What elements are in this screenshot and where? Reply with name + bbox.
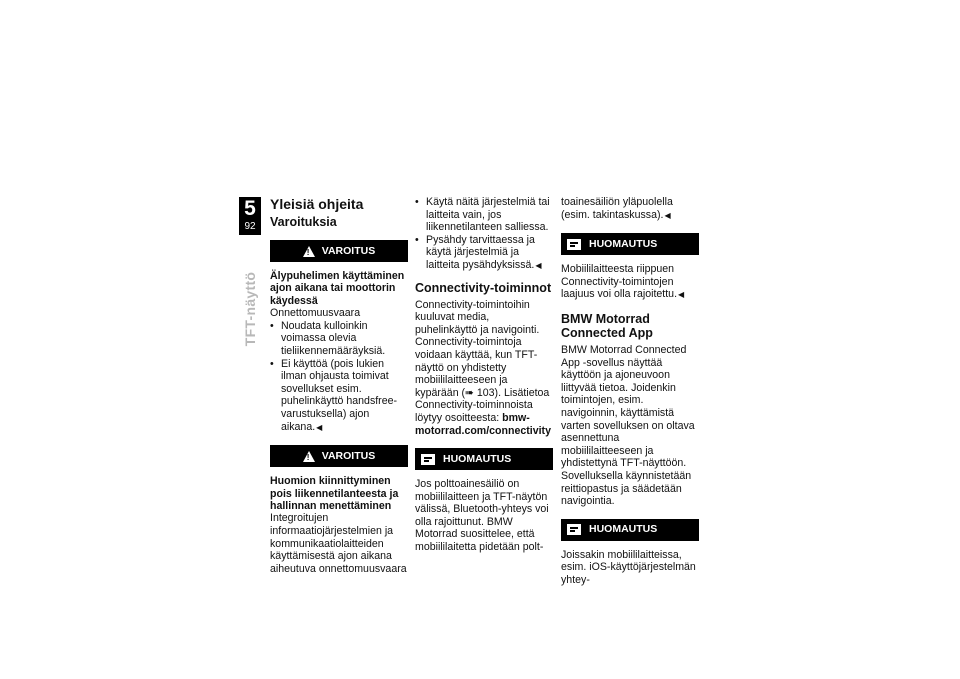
note-label: HUOMAUTUS — [443, 452, 512, 465]
chapter-number: 5 — [244, 197, 256, 220]
chapter-tab — [239, 197, 261, 235]
note-text: Joissakin mobiililaitteissa, esim. iOS-käyttöjärjestelmän yhtey- — [561, 548, 696, 586]
app-text: BMW Motorrad Connected App -sovellus näyttää käyttöön ja ajoneuvoon liittyvää tietoa. Joidenkin toimintojen, esim. navigoinnin, käyttämistä varten sovelluksen on oltava asennettuna mobiililaitteeseen ja yhdistettynä TFT-näyttöön. Sovelluksella käynnistetään reittiopastus ja säädetään navigointia. — [561, 343, 695, 508]
note-bar — [561, 233, 699, 255]
chapter-side-title — [224, 264, 276, 354]
note-label: HUOMAUTUS — [589, 237, 658, 250]
note-text: Mobiililaitteesta riippuen Connectivity-toimintojen laajuus voi olla rajoitettu. ◀ — [561, 263, 699, 302]
chapter-side-title-text: TFT-näyttö — [242, 271, 258, 347]
note-bar — [561, 519, 699, 541]
page-number: 92 — [244, 221, 256, 232]
column-2 — [415, 196, 553, 554]
list-item: • Käytä näitä järjestelmiä tai laitteita vain, jos liikennetilanteen salliessa. — [415, 196, 553, 234]
warning-text: Integroitujen informaatiojärjestelmien ja kommunikaatiolaitteiden käyttämisestä ajon aikana aiheutuva onnettomuusvaara — [270, 512, 407, 575]
note-icon — [567, 239, 581, 250]
list-item: • Pysähdy tarvittaessa ja käytä järjestelmiä ja laitteita pysähdyksissä. ◀ — [415, 234, 553, 273]
connectivity-link[interactable]: bmw-motorrad.com/connectivity — [415, 411, 551, 437]
note-bar — [415, 448, 553, 470]
warning-icon — [303, 451, 315, 462]
warning-label: VAROITUS — [321, 449, 376, 462]
column-3 — [561, 196, 699, 586]
note-icon — [567, 524, 581, 535]
section-title: Yleisiä ohjeita — [270, 196, 364, 212]
warning-bullets — [270, 320, 408, 434]
warning-heading: Älypuhelimen käyttäminen ajon aikana tai moottorin käydessä — [270, 270, 405, 307]
connectivity-text — [415, 299, 553, 438]
warning-bar — [270, 240, 408, 262]
warning-bar — [270, 445, 408, 467]
connectivity-heading: Connectivity-toiminnot — [415, 280, 552, 295]
app-heading: BMW Motorrad Connected App — [561, 311, 653, 340]
note-label: HUOMAUTUS — [589, 523, 658, 536]
bullets — [415, 196, 553, 273]
list-item: • Ei käyttöä (pois lukien ilman ohjausta toimivat sovellukset esim. puhelinkäyttö handsfree-varustuksella) ajon aikana. ◀ — [270, 358, 408, 435]
warning-label: VAROITUS — [321, 244, 376, 257]
warning-icon — [303, 246, 315, 257]
warning-text: Onnettomuusvaara — [270, 307, 361, 320]
continued-text: toainesäiliön yläpuolella (esim. takintaskussa). ◀ — [561, 196, 699, 222]
note-text: Jos polttoainesäiliö on mobiililaitteen ja TFT-näytön välissä, Bluetooth-yhteys voi olla rajoittunut. BMW Motorrad suosittelee, että mobiililaitetta pidetään polt- — [415, 478, 549, 554]
warning-heading: Huomion kiinnittyminen pois liikennetilanteesta ja hallinnan menettäminen — [270, 475, 399, 512]
list-item: • Noudata kulloinkin voimassa olevia tieliikennemääräyksiä. — [270, 320, 408, 358]
section-subtitle: Varoituksia — [270, 215, 337, 229]
connectivity-body: Connectivity-toimintoihin kuuluvat media, puhelinkäyttö ja navigointi. Connectivity-toimintoja voidaan käyttää, kun TFT-näyttö on yhdistetty mobiililaitteeseen ja kypärään (➠ 103). Lisätietoa Connectivity-toiminnoista löytyy osoitteesta: — [415, 298, 550, 424]
column-1 — [270, 196, 408, 575]
note-icon — [421, 454, 435, 465]
